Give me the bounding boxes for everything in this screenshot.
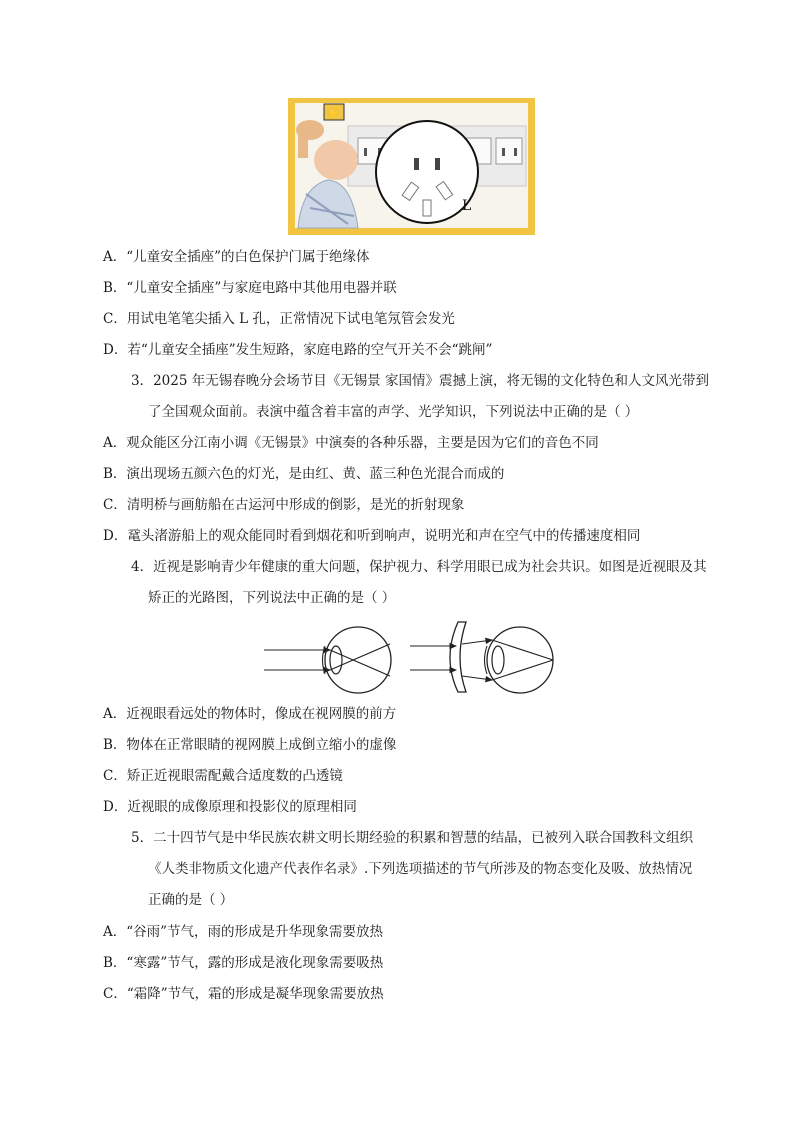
svg-text:⚡: ⚡ bbox=[327, 107, 341, 120]
q5-option-a: A．“谷雨”节气，雨的形成是升华现象需要放热 bbox=[103, 924, 384, 940]
q2-option-c: C．用试电笔笔尖插入 L 孔，正常情况下试电笔氖管会发光 bbox=[103, 311, 455, 327]
myopia-ray-diagram bbox=[262, 618, 574, 694]
q3-stem-line2: 了全国观众面前。表演中蕴含着丰富的声学、光学知识，下列说法中正确的是（ ） bbox=[148, 404, 639, 420]
q2-option-b: B．“儿童安全插座”与家庭电路中其他用电器并联 bbox=[103, 280, 397, 296]
q2-option-a: A．“儿童安全插座”的白色保护门属于绝缘体 bbox=[103, 249, 370, 265]
q4-stem-line2: 矫正的光路图，下列说法中正确的是（ ） bbox=[148, 590, 396, 606]
q5-option-b: B．“寒露”节气，露的形成是液化现象需要吸热 bbox=[103, 955, 384, 971]
q5-stem-line3: 正确的是（ ） bbox=[148, 892, 234, 908]
child-safety-socket-figure bbox=[288, 98, 535, 235]
q5-stem-line2: 《人类非物质文化遗产代表作名录》.下列选项描述的节气所涉及的物态变化及吸、放热情况 bbox=[148, 861, 693, 877]
q4-option-d: D．近视眼的成像原理和投影仪的原理相同 bbox=[103, 799, 357, 815]
q3-option-d: D．鼋头渚游船上的观众能同时看到烟花和听到响声，说明光和声在空气中的传播速度相同 bbox=[103, 528, 641, 544]
q3-option-c: C．清明桥与画舫船在古运河中形成的倒影，是光的折射现象 bbox=[103, 497, 465, 513]
socket-label-l: L bbox=[462, 198, 472, 214]
q4-option-c: C．矫正近视眼需配戴合适度数的凸透镜 bbox=[103, 768, 343, 784]
q5-option-c: C．“霜降”节气，霜的形成是凝华现象需要放热 bbox=[103, 986, 384, 1002]
q3-option-b: B．演出现场五颜六色的灯光，是由红、黄、蓝三种色光混合而成的 bbox=[103, 466, 505, 482]
q4-option-a: A．近视眼看远处的物体时，像成在视网膜的前方 bbox=[103, 706, 397, 722]
q4-stem-line1: 4．近视是影响青少年健康的重大问题，保护视力、科学用眼已成为社会共识。如图是近视眼及其 bbox=[131, 559, 707, 575]
q3-stem-line1: 3．2025 年无锡春晚分会场节目《无锡景 家国情》震撼上演，将无锡的文化特色和人文风光带到 bbox=[131, 373, 710, 389]
q4-option-b: B．物体在正常眼睛的视网膜上成倒立缩小的虚像 bbox=[103, 737, 397, 753]
q5-stem-line1: 5．二十四节气是中华民族农耕文明长期经验的积累和智慧的结晶，已被列入联合国教科文组织 bbox=[131, 830, 694, 846]
q2-option-d: D．若“儿童安全插座”发生短路，家庭电路的空气开关不会“跳闸” bbox=[103, 342, 493, 358]
q3-option-a: A．观众能区分江南小调《无锡景》中演奏的各种乐器，主要是因为它们的音色不同 bbox=[103, 435, 599, 451]
